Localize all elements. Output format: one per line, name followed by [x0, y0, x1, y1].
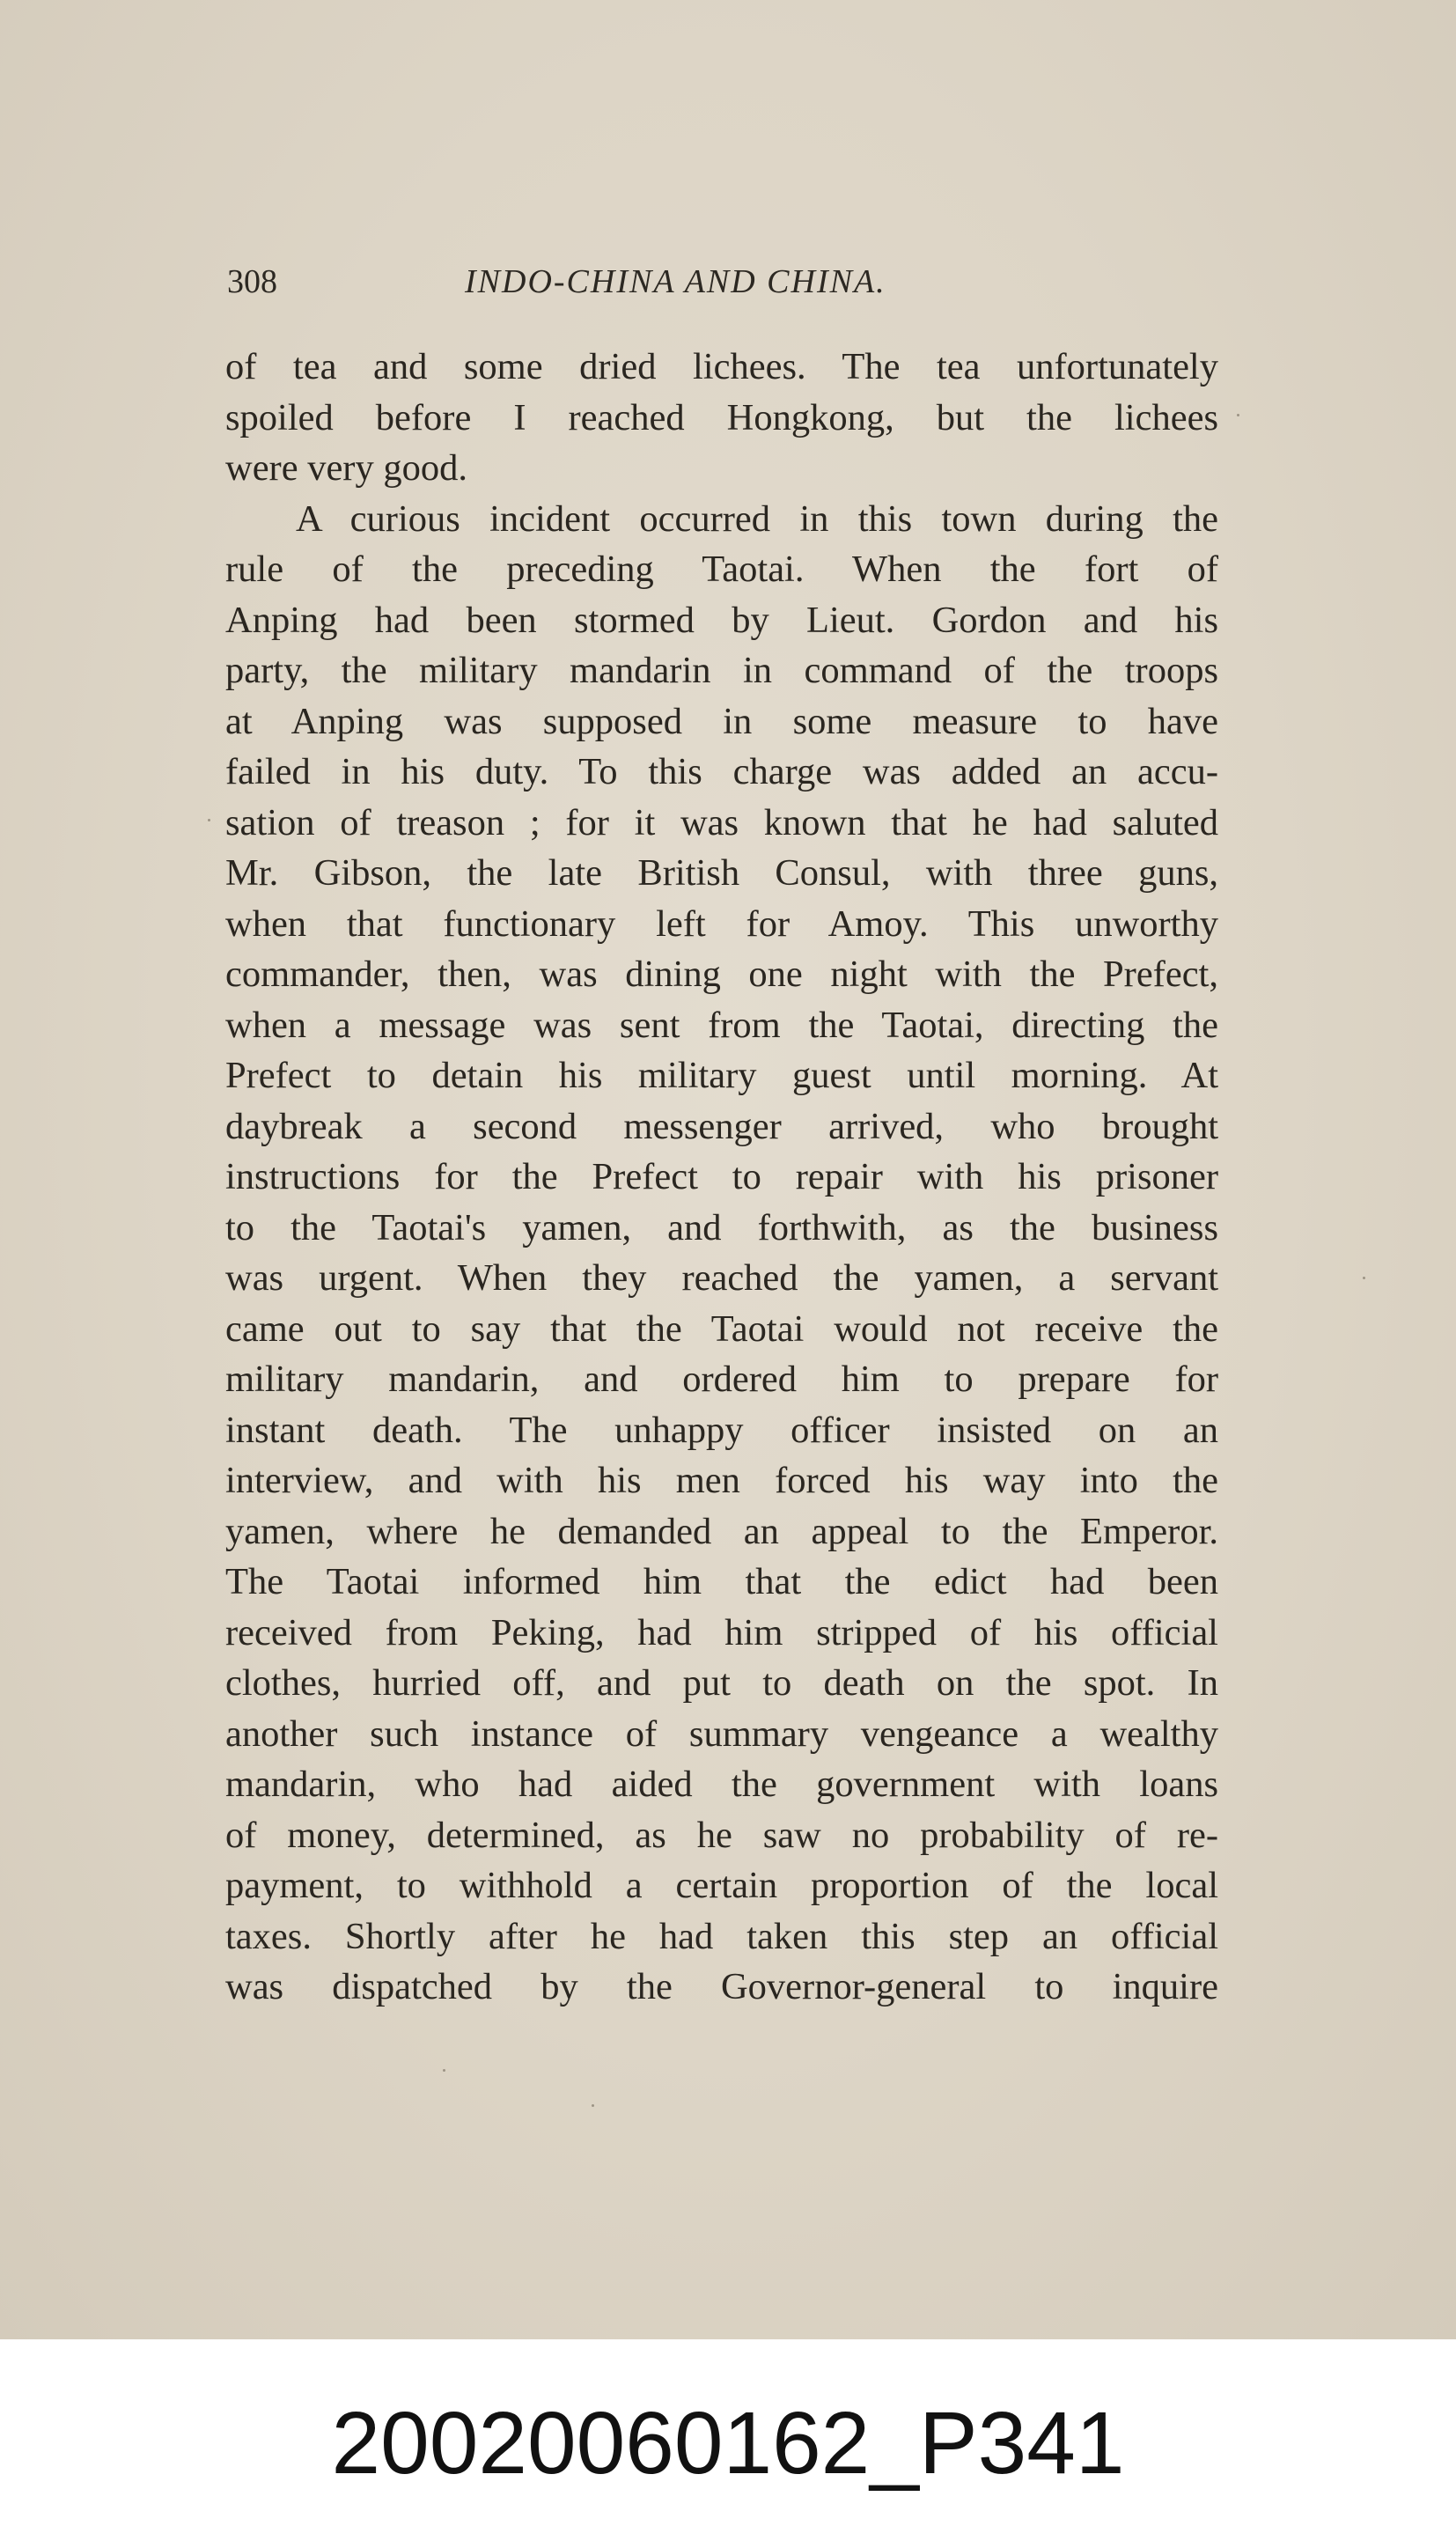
text-line: party, the military mandarin in command of the troops: [225, 650, 1218, 691]
text-line: when a message was sent from the Taotai, directing the: [225, 1004, 1218, 1046]
paper-speck: [1363, 1277, 1365, 1279]
text-line: mandarin, who had aided the government with loans: [225, 1764, 1218, 1805]
text-line: to the Taotai's yamen, and forthwith, as the business: [225, 1206, 1218, 1248]
running-title: INDO-CHINA AND CHINA.: [465, 263, 886, 300]
page-number: 308: [227, 263, 277, 300]
paper-speck: [592, 2104, 594, 2107]
text-line: interview, and with his men forced his way into the: [225, 1460, 1218, 1501]
text-line: payment, to withhold a certain proportion of the local: [225, 1865, 1218, 1906]
text-line: was urgent. When they reached the yamen, a servant: [225, 1257, 1218, 1299]
text-line: Anping had been stormed by Lieut. Gordon and his: [225, 599, 1218, 641]
text-line: commander, then, was dining one night with the Prefect,: [225, 954, 1218, 995]
text-line: clothes, hurried off, and put to death on the spot. In: [225, 1662, 1218, 1704]
text-line: instant death. The unhappy officer insisted on an: [225, 1409, 1218, 1451]
text-line: were very good.: [225, 447, 467, 489]
text-line: rule of the preceding Taotai. When the fort of: [225, 549, 1218, 590]
text-line: failed in his duty. To this charge was added an accu-: [225, 751, 1218, 792]
text-line: when that functionary left for Amoy. This unworthy: [225, 902, 1218, 945]
text-line: A curious incident occurred in this town during the: [296, 497, 1218, 540]
text-line: daybreak a second messenger arrived, who brought: [225, 1105, 1218, 1147]
image-id-caption: 20020060162_P341: [0, 2339, 1456, 2548]
body-text: [225, 342, 1218, 2013]
text-line: The Taotai informed him that the edict had been: [225, 1561, 1218, 1602]
paper-speck: [208, 819, 210, 821]
text-line: of tea and some dried lichees. The tea unfortunately: [225, 346, 1218, 387]
text-line: yamen, where he demanded an appeal to the Emperor.: [225, 1510, 1218, 1552]
text-line: military mandarin, and ordered him to prepare for: [225, 1359, 1218, 1400]
text-line: came out to say that the Taotai would not receive the: [225, 1307, 1218, 1350]
text-line: instructions for the Prefect to repair with his prisoner: [225, 1156, 1218, 1197]
text-line: Prefect to detain his military guest until morning. At: [225, 1055, 1218, 1096]
running-head: [227, 260, 1217, 304]
paper-speck: [443, 2069, 445, 2072]
text-line: at Anping was supposed in some measure to have: [225, 700, 1218, 742]
text-line: Mr. Gibson, the late British Consul, with three guns,: [225, 852, 1218, 894]
text-line: received from Peking, had him stripped of his official: [225, 1611, 1218, 1653]
text-line: spoiled before I reached Hongkong, but the lichees: [225, 396, 1218, 438]
text-line: another such instance of summary vengeance a wealthy: [225, 1712, 1218, 1755]
text-line: sation of treason ; for it was known that he had saluted: [225, 801, 1218, 843]
text-line: taxes. Shortly after he had taken this step an official: [225, 1915, 1218, 1957]
paper-speck: [1237, 414, 1239, 416]
text-line: was dispatched by the Governor-general to inquire: [225, 1966, 1218, 2007]
text-line: of money, determined, as he saw no probability of re-: [225, 1814, 1218, 1856]
